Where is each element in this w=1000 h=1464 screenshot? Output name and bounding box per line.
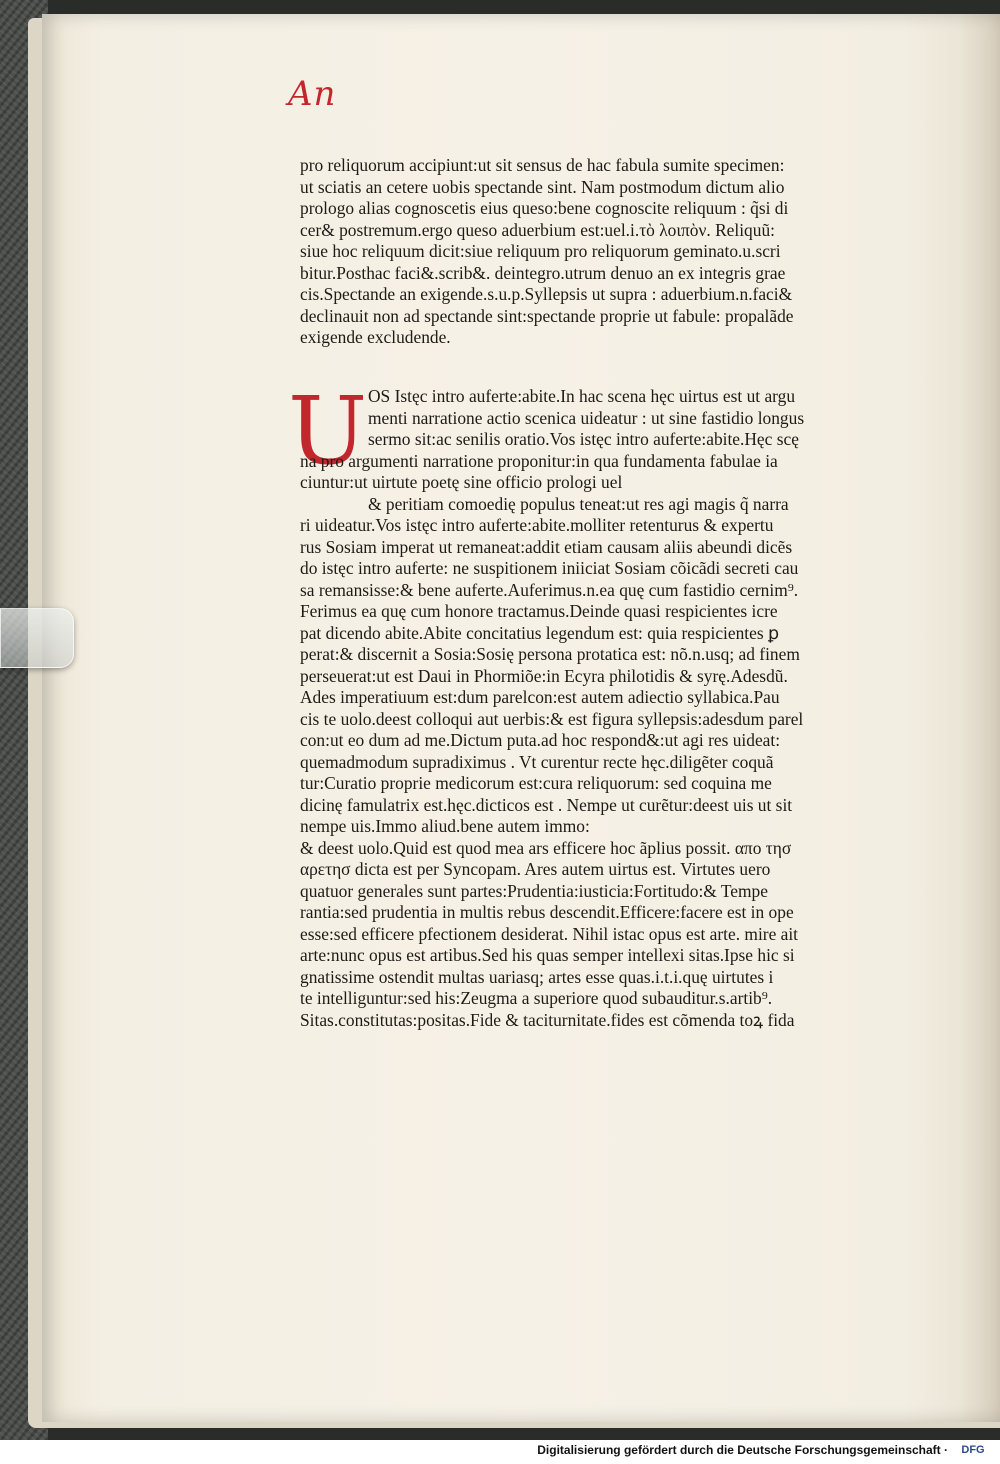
text-line: cis te uolo.deest colloqui aut uerbis:& est figura syllepsis:adesdum parel <box>300 708 804 729</box>
page-edge <box>960 14 1000 1422</box>
text-line: declinauit non ad spectande sint:spectande proprie ut fabule: propalãde <box>300 305 794 326</box>
text-line: con:ut eo dum ad me.Dictum puta.ad hoc respond&:ut agi res uideat: <box>300 730 781 750</box>
text-line: do istęc intro auferte: ne suspitionem iniiciat Sosiam cõicãdi secreti cau <box>300 558 799 578</box>
drop-cap: U <box>288 377 368 486</box>
text-line: sa remansisse:& bene auferte.Auferimus.n.ea quę cum fastidio cernim⁹. <box>300 579 799 600</box>
text-line: dicinę famulatrix est.hęc.dicticos est . Nempe ut curẽtur:deest uis ut sit <box>300 794 793 815</box>
text-line: ut sciatis an cetere uobis spectande sint. Nam postmodum dictum alio <box>300 176 785 197</box>
text-line: cis.Spectande an exigende.s.u.p.Syllepsis ut supra : aduerbium.n.faci& <box>300 284 793 304</box>
text-line: te intelliguntur:sed his:Zeugma a superiore quod subauditur.s.artib⁹. <box>300 988 773 1008</box>
text-line: & deest uolo.Quid est quod mea ars efficere hoc ãplius possit. απο τησ <box>300 837 792 858</box>
text-line: Ades imperatiuum est:dum parelcon:est autem adiectio syllabica.Pau <box>300 687 780 707</box>
text-line: na pro argumenti narratione proponitur:in qua fundamenta fabulae ia <box>300 450 778 471</box>
commentary-block-1 <box>300 155 860 349</box>
text-line: perat:& discernit a Sosia:Sosię persona protatica est: nõ.n.usq; ad finem <box>300 644 800 664</box>
commentary-block-2 <box>300 386 860 1031</box>
text-line: tur:Curatio proprie medicorum est:cura reliquorum: sed coquina me <box>300 773 772 793</box>
text-line: exigende excludende. <box>300 327 451 347</box>
text-line: bitur.Posthac faci&.scrib&. deintegro.utrum denuo an ex integris grae <box>300 262 786 283</box>
folio-heading: An <box>288 74 337 114</box>
text-line: menti narratione actio scenica uideatur : ut sine fastidio longus <box>368 407 805 428</box>
text-line: ri uideatur.Vos istęc intro auferte:abite.molliter retenturus & expertu <box>300 515 774 535</box>
text-line: Ferimus ea quę cum honore tractamus.Deinde quasi respicientes icre <box>300 601 778 621</box>
text-line: pat dicendo abite.Abite concitatius legendum est: quia respicientes ꝑ <box>300 622 779 643</box>
text-line: quemadmodum supradiximus . Vt curentur recte hęc.diligẽter coquã <box>300 751 774 772</box>
text-line: prologo alias cognoscetis eius queso:bene cognoscite reliquum : q̃si di <box>300 198 789 218</box>
text-line: & peritiam comoedię populus teneat:ut res agi magis q̃ narra <box>368 493 789 514</box>
text-line: sermo sit:ac senilis oratio.Vos istęc intro auferte:abite.Hęc scę <box>368 429 799 449</box>
dfg-logo: DFG <box>961 1444 985 1456</box>
clip-holder <box>0 608 74 668</box>
text-line: ciuntur:ut uirtute poetę sine officio prologi uel <box>300 472 623 492</box>
text-line: cer& postremum.ergo queso aduerbium est:uel.i.τὸ λοιπὸν. Reliquũ: <box>300 219 775 240</box>
text-line: quatuor generales sunt partes:Prudentia:iusticia:Fortitudo:& Tempe <box>300 880 768 901</box>
text-line: Sitas.constitutas:positas.Fide & taciturnitate.fides est cõmenda toꝝ fida <box>300 1009 795 1030</box>
text-line: siue hoc reliquum dicit:siue reliquum pro reliquorum geminato.u.scri <box>300 241 781 261</box>
funding-credit: Digitalisierung gefördert durch die Deutsche Forschungsgemeinschaft · <box>537 1443 948 1457</box>
text-line: gnatissime ostendit multas uariasq; artes esse quas.i.t.i.quę uirtutes i <box>300 966 774 987</box>
text-line: arte:nunc opus est artibus.Sed his quas semper intellexi sitas.Ipse hic si <box>300 945 795 965</box>
text-line: esse:sed efficere pfectionem desiderat. Nihil istac opus est arte. mire ait <box>300 923 799 944</box>
text-line: rus Sosiam imperat ut remaneat:addit etiam causam aliis abeundi dicẽs <box>300 536 793 557</box>
text-line: αρετησ dicta est per Syncopam. Ares autem uirtus est. Virtutes uero <box>300 859 771 879</box>
text-line: nempe uis.Immo aliud.bene autem immo: <box>300 816 590 836</box>
text-line: pro reliquorum accipiunt:ut sit sensus de hac fabula sumite specimen: <box>300 155 785 175</box>
text-line: perseuerat:ut est Daui in Phormiõe:in Ecyra philotidis & syrę.Adesdũ. <box>300 665 788 686</box>
text-line: rantia:sed prudentia in multis rebus descendit.Efficere:facere est in ope <box>300 902 794 922</box>
text-line: OS Istęc intro auferte:abite.In hac scena hęc uirtus est ut argu <box>368 386 796 406</box>
